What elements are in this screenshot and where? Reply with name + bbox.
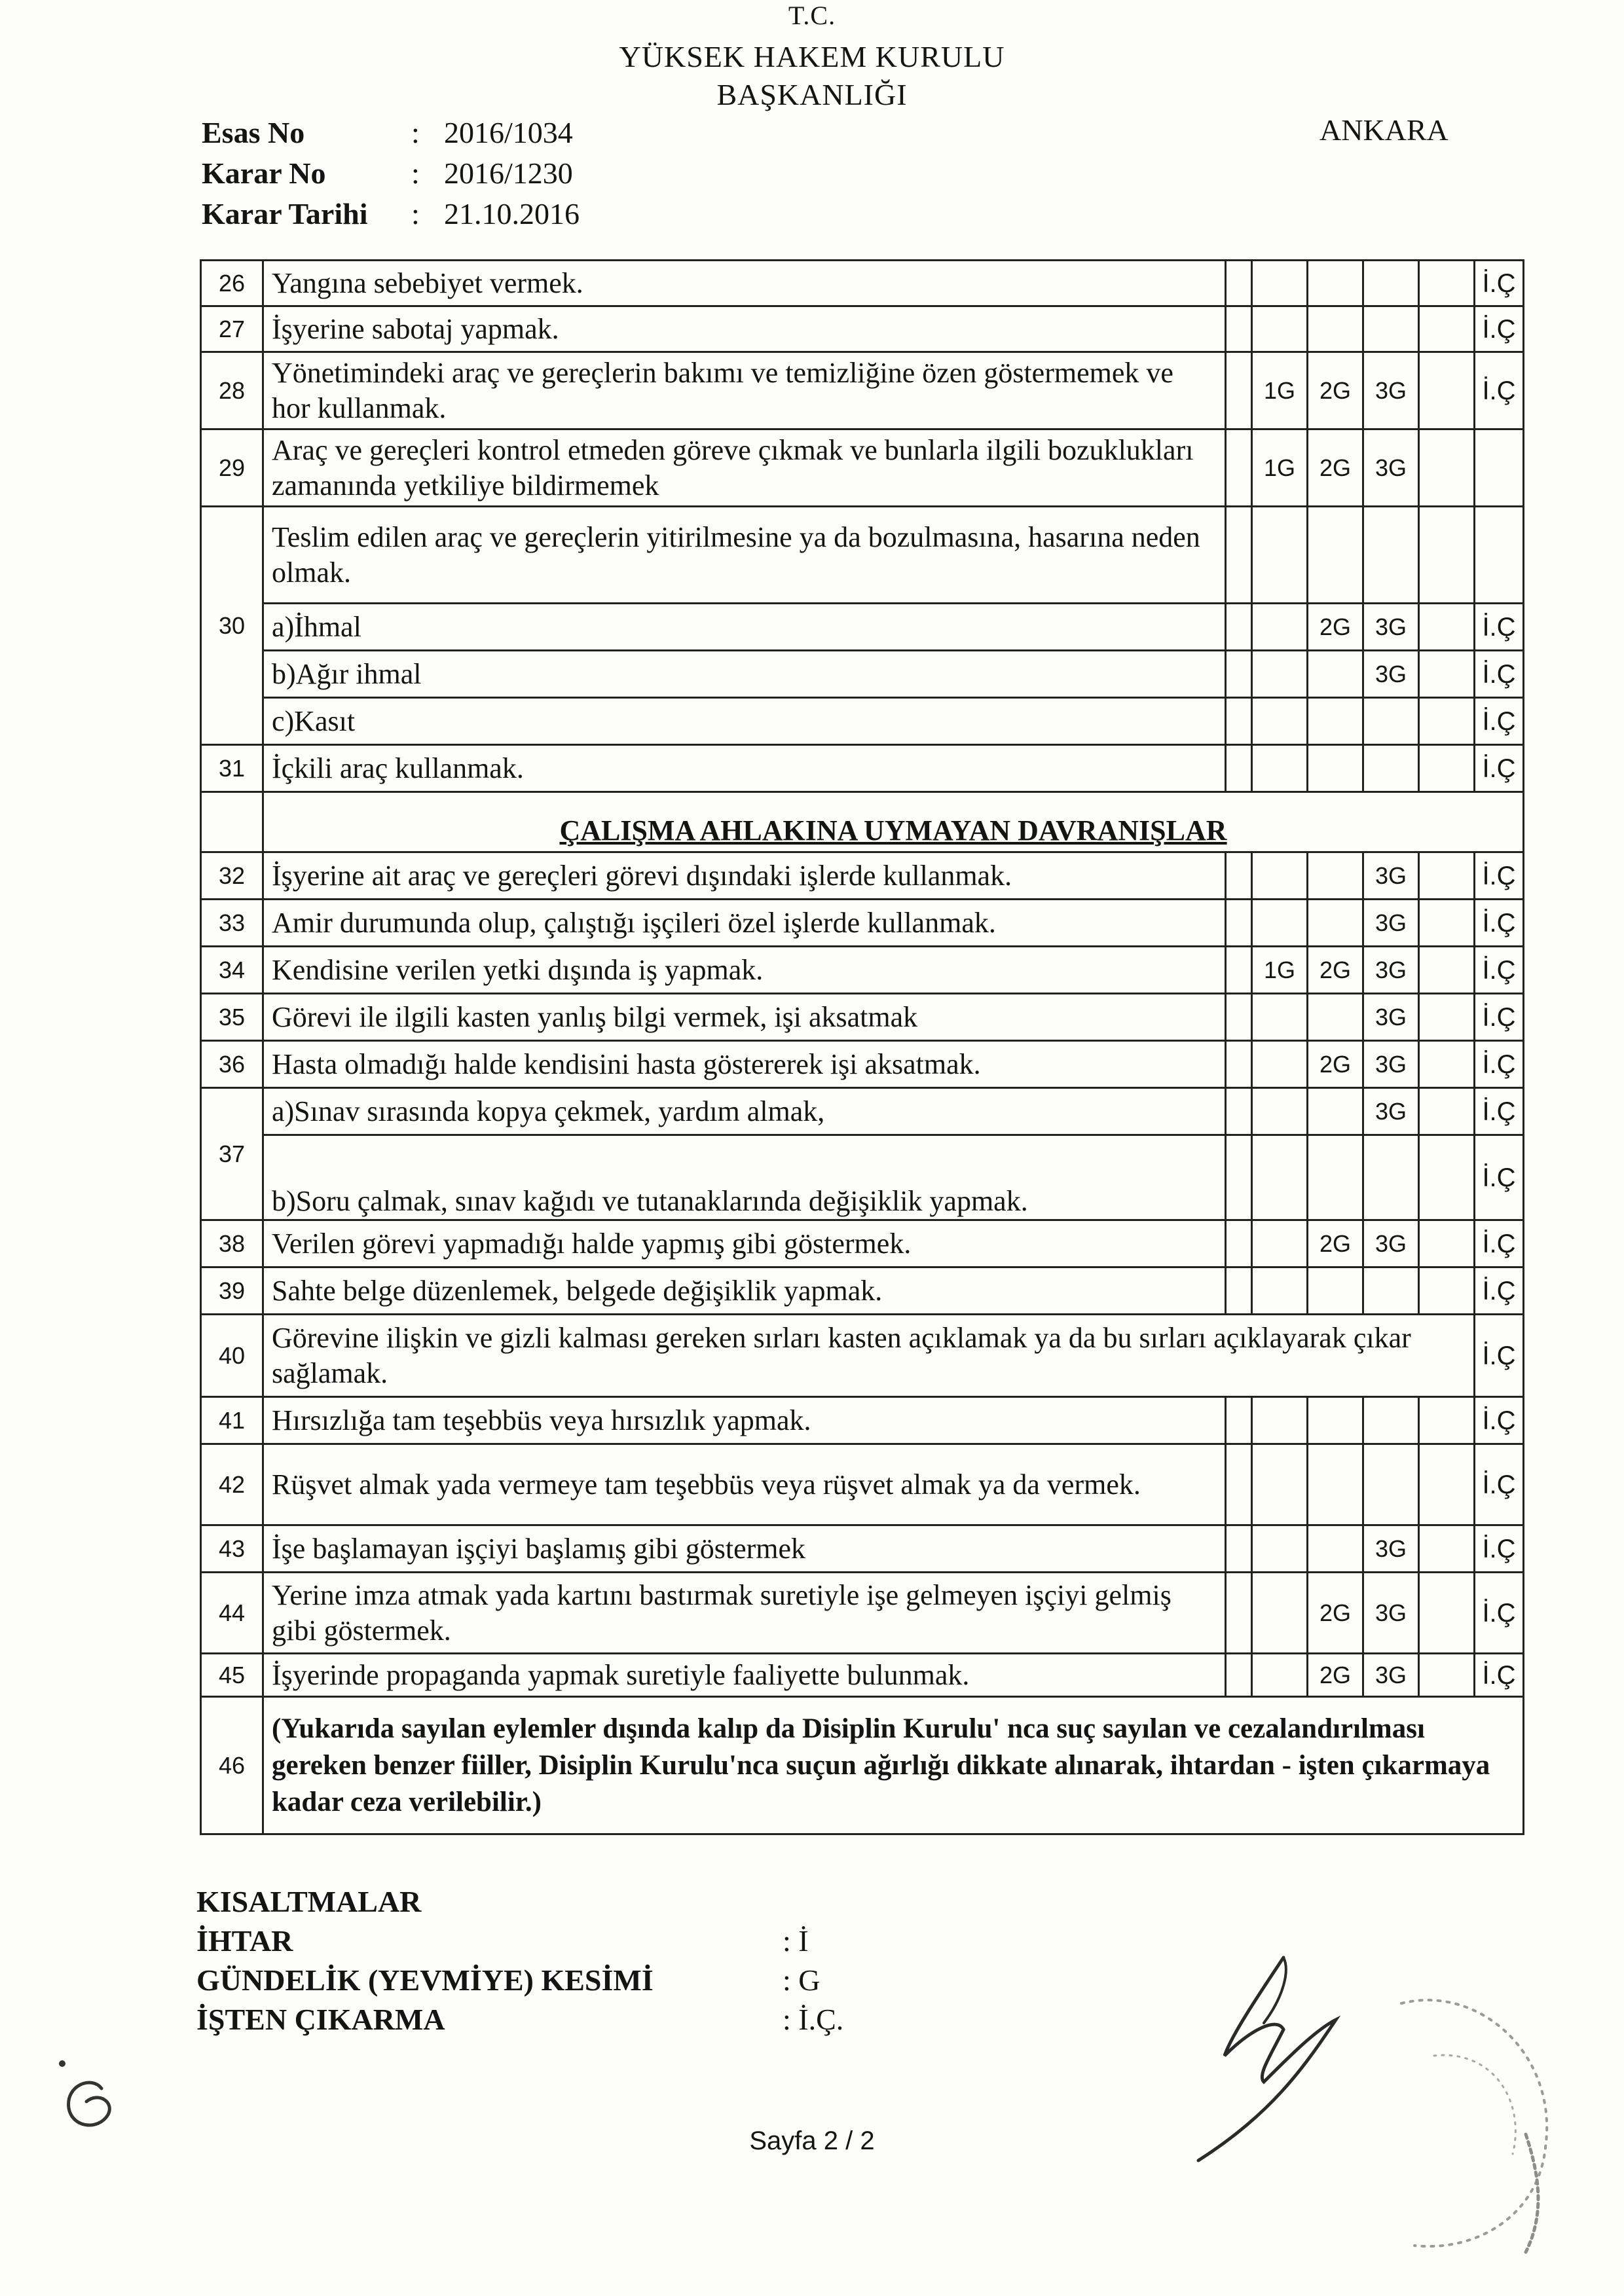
section-heading-row	[201, 792, 1524, 852]
page-number: Sayfa 2 / 2	[749, 2126, 875, 2155]
abbreviation-label: GÜNDELİK (YEVMİYE) KESİMİ	[196, 1963, 654, 1997]
table-row: 42 Rüşvet almak yada vermeye tam teşebbüs veya rüşvet almak ya da vermek. İ.Ç	[201, 1444, 1524, 1525]
abbreviation-value: : İ.Ç.	[783, 2003, 844, 2036]
table-row: 39 Sahte belge düzenlemek, belgede değişiklik yapmak. İ.Ç	[201, 1267, 1524, 1315]
abbreviations-title: KISALTMALAR	[196, 1885, 422, 1918]
table-row: b)Ağır ihmal 3G İ.Ç	[201, 651, 1524, 698]
meta-row-case-no: Esas No : 2016/1034	[202, 116, 573, 149]
table-row: a)İhmal 2G 3G İ.Ç	[201, 604, 1524, 651]
table-row: 41 Hırsızlığa tam teşebbüs veya hırsızlık yapmak. İ.Ç	[201, 1397, 1524, 1444]
table-row: 46 (Yukarıda sayılan eylemler dışında kalıp da Disiplin Kurulu' nca suç sayılan ve cezalandırılması gereken benzer fiiller, Disiplin Kurulu'nca suçun ağırlığı dikkate alınarak, ihtardan - işten çıkarmaya kadar ceza verilebilir.)	[201, 1697, 1524, 1834]
table-row: c)Kasıt İ.Ç	[201, 698, 1524, 745]
table-row: 32 İşyerine ait araç ve gereçleri görevi dışındaki işlerde kullanmak. 3G İ.Ç	[201, 852, 1524, 900]
table-row: 35 Görevi ile ilgili kasten yanlış bilgi vermek, işi aksatmak 3G İ.Ç	[201, 994, 1524, 1041]
section-heading: ÇALIŞMA AHLAKINA UYMAYAN DAVRANIŞLAR	[263, 792, 1524, 852]
table-row: 40 Görevine ilişkin ve gizli kalması gereken sırları kasten açıklamak ya da bu sırları açıklayarak çıkar sağlamak. İ.Ç	[201, 1315, 1524, 1397]
table-row: 31 İçkili araç kullanmak. İ.Ç	[201, 745, 1524, 792]
table-row: 33 Amir durumunda olup, çalıştığı işçileri özel işlerde kullanmak. 3G İ.Ç	[201, 900, 1524, 947]
meta-row-decision-no: Karar No : 2016/1230	[202, 156, 573, 190]
table-row: 43 İşe başlamayan işçiyi başlamış gibi göstermek 3G İ.Ç	[201, 1525, 1524, 1573]
table-row: 29 Araç ve gereçleri kontrol etmeden göreve çıkmak ve bunlarla ilgili bozuklukları zamanında yetkiliye bildirmemek 1G 2G 3G	[201, 429, 1524, 507]
meta-row-decision-date: Karar Tarihi : 21.10.2016	[202, 197, 580, 230]
table-row: 30 Teslim edilen araç ve gereçlerin yitirilmesine ya da bozulmasına, hasarına neden olmak.	[201, 507, 1524, 604]
header-tc: T.C.	[788, 1, 836, 26]
table-row: 38 Verilen görevi yapmadığı halde yapmış gibi göstermek. 2G 3G İ.Ç	[201, 1220, 1524, 1267]
table-row: 34 Kendisine verilen yetki dışında iş yapmak. 1G 2G 3G İ.Ç	[201, 947, 1524, 994]
table-row: 45 İşyerinde propaganda yapmak suretiyle faaliyette bulunmak. 2G 3G İ.Ç	[201, 1654, 1524, 1697]
discipline-table	[200, 259, 1524, 1835]
header-city: ANKARA	[1320, 113, 1449, 147]
table-row: 36 Hasta olmadığı halde kendisini hasta göstererek işi aksatmak. 2G 3G İ.Ç	[201, 1041, 1524, 1088]
case-meta	[202, 113, 580, 234]
table-row: 28 Yönetimindeki araç ve gereçlerin bakımı ve temizliğine özen göstermemek ve hor kullanmak. 1G 2G 3G İ.Ç	[201, 352, 1524, 429]
table-row: 44 Yerine imza atmak yada kartını bastırmak suretiyle işe gelmeyen işçiyi gelmiş gibi göstermek. 2G 3G İ.Ç	[201, 1573, 1524, 1654]
abbreviation-label: İŞTEN ÇIKARMA	[196, 2003, 445, 2036]
abbreviation-label: İHTAR	[196, 1924, 293, 1958]
abbreviation-value: : İ	[783, 1924, 809, 1958]
table-row: 26 Yangına sebebiyet vermek. İ.Ç	[201, 261, 1524, 306]
header-institution: YÜKSEK HAKEM KURULU	[619, 40, 1005, 73]
header-department: BAŞKANLIĞI	[716, 78, 908, 111]
table-row: b)Soru çalmak, sınav kağıdı ve tutanaklarında değişiklik yapmak. İ.Ç	[201, 1135, 1524, 1220]
abbreviation-value: : G	[783, 1963, 821, 1997]
table-row: 37 a)Sınav sırasında kopya çekmek, yardım almak, 3G İ.Ç	[201, 1088, 1524, 1135]
table-row: 27 İşyerine sabotaj yapmak. İ.Ç	[201, 306, 1524, 352]
